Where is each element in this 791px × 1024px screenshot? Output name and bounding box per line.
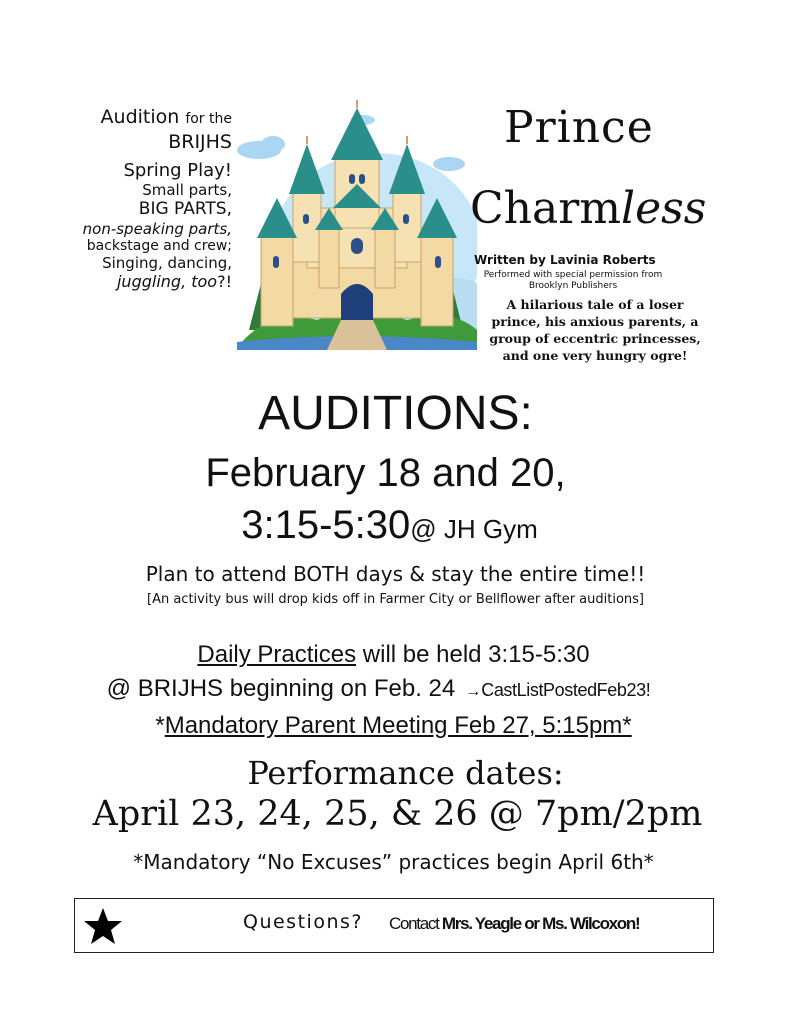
teaser-juggling-line: [60, 272, 232, 291]
play-author: Written by Lavinia Roberts: [474, 253, 656, 267]
practice-start: @ BRIJHS beginning on Feb. 24: [106, 675, 456, 702]
contact-names: Mrs. Yeagle or Ms. Wilcoxon!: [441, 914, 640, 933]
teaser-audition-line: [60, 106, 232, 129]
audition-teaser: [60, 106, 232, 292]
permission-line-2: Brooklyn Publishers: [528, 280, 618, 291]
performance-dates: April 23, 24, 25, & 26 @ 7pm/2pm: [92, 794, 703, 834]
practice-label: Daily Practices: [197, 641, 357, 668]
audition-plan: Plan to attend BOTH days & stay the entire time!!: [145, 562, 646, 586]
play-title-charmless: [470, 183, 706, 234]
teaser-play: Spring Play!: [123, 159, 232, 181]
teaser-for-the: for the: [185, 111, 232, 127]
play-title-prince: Prince: [504, 102, 654, 153]
teaser-backstage: backstage and crew;: [86, 237, 232, 254]
practice-text: will be held 3:15-5:30: [356, 641, 590, 668]
teaser-audition: Audition: [100, 106, 180, 128]
teaser-juggling: juggling, too: [116, 272, 218, 292]
questions-box: [74, 898, 714, 953]
performance-heading: Performance dates:: [247, 754, 564, 792]
mandatory-practice-note: *Mandatory “No Excuses” practices begin April 6th*: [133, 850, 654, 874]
play-tagline: A hilarious tale of a loser prince, his anxious parents, a group of eccentric princesses, and one very hungry ogre!: [489, 297, 701, 363]
teaser-singing: Singing, dancing,: [102, 254, 232, 273]
audition-time-line: [0, 503, 785, 548]
contact-prefix: Contact: [389, 914, 442, 933]
teaser-non-speaking: non-speaking parts,: [82, 219, 232, 238]
parent-meeting: Mandatory Parent Meeting Feb 27, 5:15pm*: [164, 712, 632, 739]
play-title-charm: Charm: [470, 183, 621, 234]
teaser-school: BRIJHS: [168, 130, 232, 153]
castle-illustration: [237, 98, 477, 350]
auditions-heading: AUDITIONS:: [258, 387, 533, 440]
meeting-prefix: *: [155, 712, 165, 739]
play-permission: [474, 270, 672, 292]
practice-line: [0, 641, 789, 669]
questions-label: Questions?: [243, 911, 363, 933]
questions-contact: [389, 914, 639, 934]
star-icon: [83, 907, 123, 945]
teaser-small-parts: Small parts,: [142, 181, 232, 200]
audition-dates: February 18 and 20,: [205, 451, 566, 495]
cast-list-note: CastListPostedFeb23!: [481, 680, 651, 700]
teaser-big-parts: BIG PARTS,: [138, 199, 232, 220]
arrow-right-icon: →: [465, 683, 482, 700]
permission-line-1: Performed with special permission from: [483, 270, 663, 280]
parent-meeting-line: [0, 712, 789, 740]
audition-venue: @ JH Gym: [410, 514, 538, 544]
teaser-juggling-end: ?!: [217, 272, 232, 292]
bus-note: [An activity bus will drop kids off in Farmer City or Bellflower after auditions]: [147, 592, 644, 607]
audition-time: 3:15-5:30: [241, 503, 411, 547]
play-title-less: less: [621, 183, 707, 234]
practice-start-line: [0, 675, 774, 703]
